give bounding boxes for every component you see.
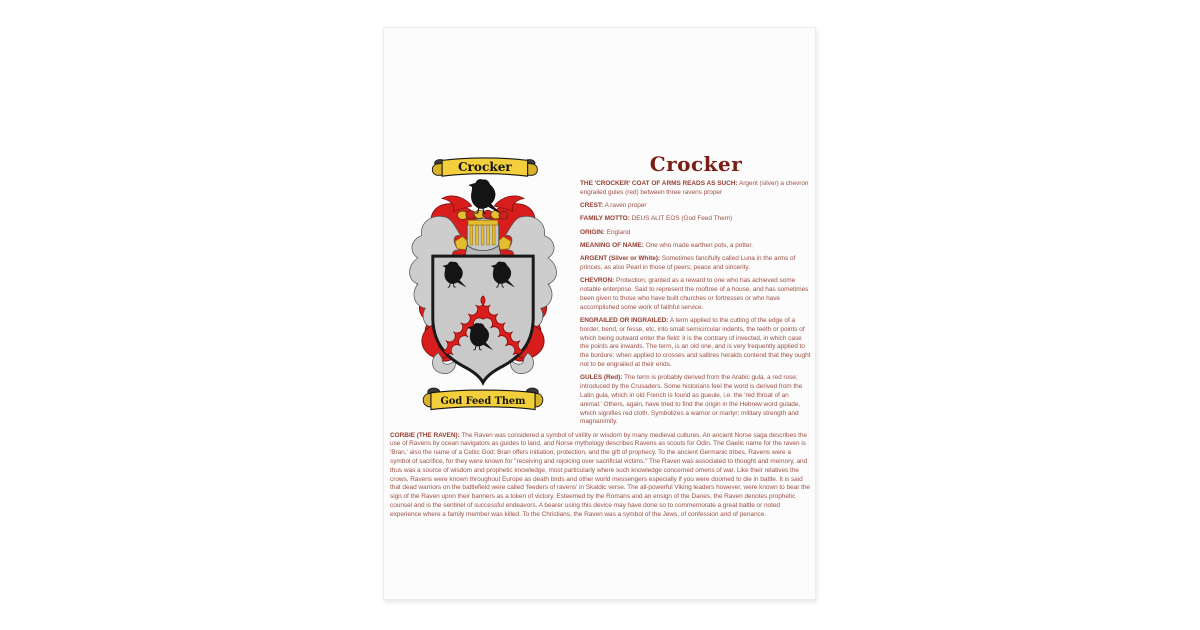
entry-label: ARGENT (Silver or White): xyxy=(580,255,661,263)
name-banner-text: Crocker xyxy=(457,160,512,175)
entry-text: A term applied to the cutting of the edge of a border, bend, or fesse, etc, into small semicircular indents, the teeth or points of which being outward enter the field: it is the contrary of invected, in which case the points are inwards. The term, is an old one, and is very frequently applied to the bordure; when applied to crosses and saltires heralds contend that they ought not to be engrailed at their ends. xyxy=(580,317,811,369)
entry-label: CHEVRON: xyxy=(580,277,615,285)
helmet-icon xyxy=(465,219,500,260)
heraldry-entry xyxy=(390,432,812,520)
entry-label: GULES (Red): xyxy=(580,374,623,382)
entry-label: THE 'CROCKER' COAT OF ARMS READS AS SUCH: xyxy=(580,180,738,187)
entry-text: A raven proper xyxy=(604,202,647,210)
postcard xyxy=(383,27,816,600)
postcard-content xyxy=(384,152,815,524)
entry-label: ENGRAILED OR INGRAILED: xyxy=(580,317,669,325)
entry-text: England xyxy=(606,228,631,236)
entry-text: Argent (silver) a chevron engrailed gules (red) between three ravens proper xyxy=(580,180,809,196)
entry-text: DEUS ALIT EOS (God Feed Them) xyxy=(631,215,733,223)
entry-text: The term is probably derived from the Arabic gula, a red rose; introduced by the Crusaders. Some historians feel the word is derived from the Latin gula, which in old French is found as gueule, i.e. the 'red throat of an animal.' Others, again, have tried to find the origin in the Hebrew word gulade, which signifies red cloth. Symbolizes a warrior or martyr; military strength and magnanimity. xyxy=(580,374,803,426)
entry-text: The Raven was considered a symbol of virility or wisdom by many medieval cultures. An ancient Norse saga describes the use of Ravens by ocean navigators as guides to land, and Norse mythology describes Ravens as scouts for Odin. The Gaelic name for the raven is 'Bran,' also the name of a Celtic God; Bran offers initiation, protection, and the gift of prophecy. To the ancient Germanic tribes, Ravens were a symbol of sacrifice, for they were known for "receiving and rejoicing over sacrificial victims." The Raven was associated to thought and memory, and thus was a source of wisdom and prophetic knowledge, most particularly where such knowledge concerned omens of war. Like their relatives the crows, Ravens were known throughout Europe as death birds and other world messengers especially if you were doomed to die in battle. It is said that dead warriors on the battlefield were called 'feeders of ravens' in Skaldic verse. The all-powerful Viking leaders however, were known to bear the sign of the Raven upon their banners as a token of victory. Esteemed by the Romans and an ensign of the Danes, the Raven denotes prophetic counsel and is the sentinel of successful endeavors. A bearer using this device may have done so to commemorate a great battle or noted experience where a family member was killed. To the Christians, the Raven was a symbol of the Jews, of confession and of penance. xyxy=(390,431,810,518)
entry-label: FAMILY MOTTO: xyxy=(580,215,630,223)
entry-label: MEANING OF NAME: xyxy=(580,241,644,249)
entry-label: CORBIE (THE RAVEN): xyxy=(390,431,460,439)
entry-label: ORIGIN: xyxy=(580,228,605,236)
motto-banner-text: God Feed Them xyxy=(440,395,526,407)
entry-text: One who made earthen pots, a potter. xyxy=(645,241,753,249)
entry-text: Protection; granted as a reward to one who has achieved some notable enterprise. Said to represent the rooftree of a house, and has sometimes been given to those who have built churches or fortresses or who have accomplished some work of faithful service. xyxy=(580,277,809,311)
entry-text: Sometimes fancifully called Luna in the arms of princes, as also Pearl in those of peers; peace and sincerity. xyxy=(580,255,796,272)
name-banner xyxy=(432,158,537,176)
crest-raven-icon xyxy=(469,179,500,213)
motto-banner xyxy=(423,388,543,410)
entry-label: CREST: xyxy=(580,202,604,210)
page-title: Crocker xyxy=(649,152,743,176)
coat-of-arms xyxy=(390,152,576,430)
